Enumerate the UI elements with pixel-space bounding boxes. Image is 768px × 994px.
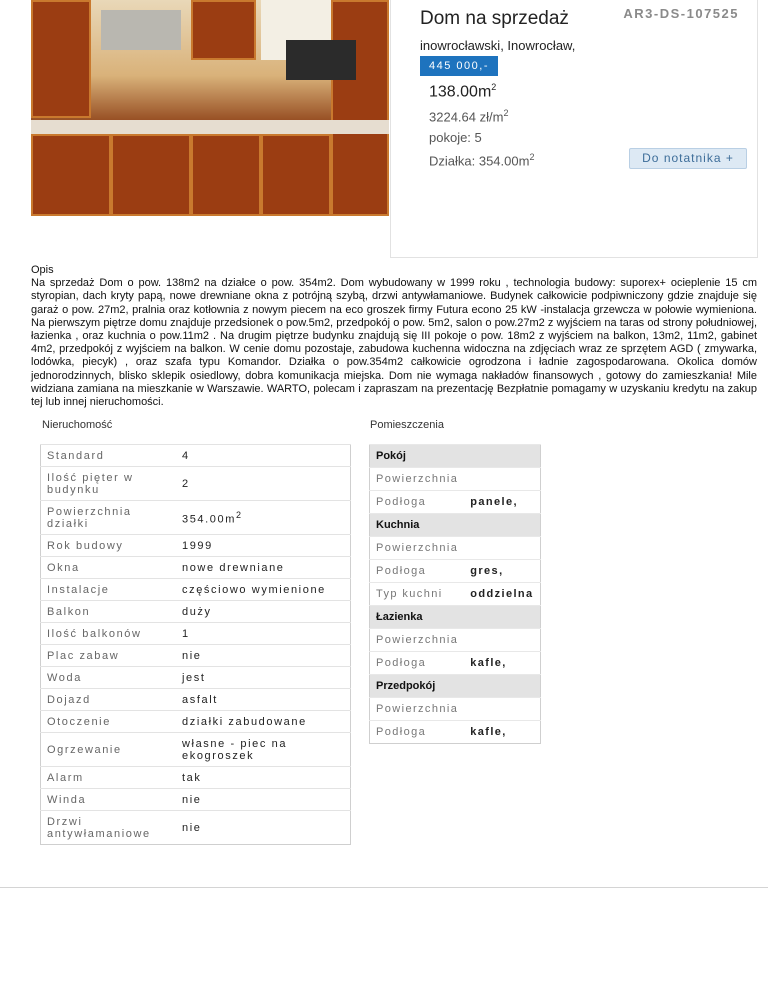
property-row (41, 689, 351, 711)
plot-area-value: Działka: 354.00m (429, 153, 530, 169)
photo-cabinet (31, 134, 111, 216)
property-row (41, 623, 351, 645)
property-value (176, 767, 351, 789)
property-key: Rok budowy (41, 535, 177, 557)
rooms-table (369, 444, 541, 744)
room-attr-key: Podłoga (370, 721, 465, 744)
room-name: Przedpokój (370, 675, 541, 698)
property-key: Alarm (41, 767, 177, 789)
room-attr-row (370, 560, 541, 583)
property-value-text: nie (182, 649, 202, 662)
listing-photo[interactable] (31, 0, 389, 216)
property-key: Okna (41, 557, 177, 579)
room-attr-value: gres, (464, 560, 540, 583)
property-value-text: częściowo wymienione (182, 583, 326, 596)
property-row (41, 557, 351, 579)
property-value (176, 467, 351, 501)
room-name: Łazienka (370, 606, 541, 629)
photo-cabinet (331, 0, 389, 216)
price-per-m2-sup: 2 (503, 108, 509, 118)
listing-title: Dom na sprzedaż (420, 8, 569, 29)
property-value (176, 711, 351, 733)
property-key: Drzwi antywłamaniowe (41, 811, 177, 845)
listing-location: inowrocławski, Inowrocław, (420, 38, 576, 53)
photo-counter (31, 120, 389, 134)
photo-cabinet (111, 134, 191, 216)
property-value (176, 645, 351, 667)
room-attr-row (370, 583, 541, 606)
plot-area-sup: 2 (529, 152, 535, 162)
price-per-m2-value: 3224.64 zł/m (429, 109, 504, 125)
room-attr-value (464, 629, 540, 652)
property-key: Ilość pięter w budynku (41, 467, 177, 501)
property-value (176, 733, 351, 767)
property-row (41, 501, 351, 535)
property-value (176, 689, 351, 711)
area-value: 138.00m (429, 83, 492, 101)
listing-card (390, 0, 758, 258)
property-key: Plac zabaw (41, 645, 177, 667)
property-value-text: tak (182, 771, 202, 784)
description-heading: Opis (31, 264, 54, 276)
room-attr-value (464, 698, 540, 721)
property-value (176, 445, 351, 467)
property-value-text: duży (182, 605, 212, 618)
property-row (41, 733, 351, 767)
property-value-text: własne - piec na ekogroszek (182, 737, 288, 762)
property-value (176, 501, 351, 535)
property-key: Standard (41, 445, 177, 467)
room-attr-key: Podłoga (370, 560, 465, 583)
property-key: Dojazd (41, 689, 177, 711)
room-header-row (370, 606, 541, 629)
property-row (41, 467, 351, 501)
room-attr-row (370, 698, 541, 721)
property-row (41, 601, 351, 623)
photo-hood (101, 10, 181, 50)
property-key: Winda (41, 789, 177, 811)
photo-cabinet (31, 0, 91, 118)
property-key: Ogrzewanie (41, 733, 177, 767)
property-value (176, 811, 351, 845)
room-attr-row (370, 721, 541, 744)
add-to-notebook-button[interactable]: Do notatnika + (629, 148, 747, 169)
room-attr-row (370, 629, 541, 652)
property-row (41, 711, 351, 733)
property-value (176, 579, 351, 601)
price-badge: 445 000,- (420, 56, 498, 76)
property-value-text: 2 (182, 477, 190, 490)
room-header-row (370, 675, 541, 698)
property-key: Balkon (41, 601, 177, 623)
property-section-label: Nieruchomość (42, 419, 113, 431)
property-row (41, 445, 351, 467)
room-attr-key: Powierzchnia (370, 537, 465, 560)
room-attr-value: panele, (464, 491, 540, 514)
property-value-text: 1 (182, 627, 190, 640)
property-key: Woda (41, 667, 177, 689)
photo-cabinet (191, 0, 256, 60)
room-attr-value (464, 468, 540, 491)
property-row (41, 667, 351, 689)
property-value-text: 1999 (182, 539, 213, 552)
property-value-text: nie (182, 793, 202, 806)
room-attr-row (370, 537, 541, 560)
property-value-text: działki zabudowane (182, 715, 307, 728)
photo-oven (286, 40, 356, 80)
property-value-sup: 2 (236, 510, 243, 521)
rooms-count: pokoje: 5 (429, 130, 482, 145)
room-name: Kuchnia (370, 514, 541, 537)
property-value (176, 667, 351, 689)
property-value-text: nowe drewniane (182, 561, 285, 574)
property-value-text: 354.00m (182, 513, 237, 526)
property-row (41, 535, 351, 557)
property-row (41, 579, 351, 601)
room-header-row (370, 445, 541, 468)
room-name: Pokój (370, 445, 541, 468)
footer-divider (0, 887, 768, 888)
room-attr-value: kafle, (464, 721, 540, 744)
listing-area (429, 82, 496, 101)
description-text: Na sprzedaż Dom o pow. 138m2 na działce o pow. 354m2. Dom wybudowany w 1999 roku , technologia budowy: suporex+ ocieplenie 15 cm styropian, dach kryty papą, nowe drewniane okna z potrójną szybą, drzwi antywłamaniowe. Budynek całkowicie podpiwniczony gdzie znajduje się garaż o pow. 27m2, pralnia oraz kotłownia z nowym piecem na eco groszek firmy Futura econo 25 kW -instalacja grzewcza w połowie wymieniona. Na pierwszym piętrze domu znajduje przedsionek o pow.5m2, przedpokój o pow. 5m2, salon o pow.27m2 z wyjściem na taras od strony południowej, łazienka , oraz kuchnia o pow.11m2 . Na drugim piętrze budynku znajdują się III pokoje o pow. 18m2 z wyjściem na balkon, 13m2, 11m2, gabinet 4m2, przedpokój z wyjściem na balkon. W cenie domu pozostaje, zabudowa kuchenna widoczna na zdjęciach wraz ze sprzętem AGD ( zmywarka, lodówka, piecyk) , oraz szafa typu Komandor. Działka o pow.354m2 całkowicie ogrodzona i ładnie zagospodarowana. Okolica domów jednorodzinnych, blisko sklepik osiedlowy, dobra komunikacja miejska. Dom nie wymaga nakładów finansowych , gotowy do zamieszkania! Mile widziana zamiana na mieszkanie w Warszawie. WARTO, polecam i zapraszam na prezentację Bezpłatnie pomagamy w uzyskaniu kredytu na zakup tej lub innej nieruchomości. (31, 277, 757, 409)
property-row (41, 811, 351, 845)
room-header-row (370, 514, 541, 537)
listing-ref: AR3-DS-107525 (623, 6, 739, 21)
room-attr-row (370, 468, 541, 491)
property-value-text: jest (182, 671, 206, 684)
room-attr-key: Powierzchnia (370, 698, 465, 721)
room-attr-value: oddzielna (464, 583, 540, 606)
property-row (41, 767, 351, 789)
room-attr-row (370, 491, 541, 514)
photo-cabinet (261, 134, 331, 216)
plot-area (429, 152, 534, 168)
room-attr-key: Podłoga (370, 652, 465, 675)
room-attr-key: Typ kuchni (370, 583, 465, 606)
property-key: Powierzchnia działki (41, 501, 177, 535)
room-attr-value: kafle, (464, 652, 540, 675)
property-row (41, 645, 351, 667)
property-value (176, 557, 351, 579)
price-per-m2 (429, 108, 508, 124)
property-key: Ilość balkonów (41, 623, 177, 645)
room-attr-key: Powierzchnia (370, 629, 465, 652)
property-value (176, 535, 351, 557)
area-unit-sup: 2 (491, 82, 497, 92)
room-attr-key: Powierzchnia (370, 468, 465, 491)
property-value (176, 623, 351, 645)
property-value-text: 4 (182, 449, 190, 462)
room-attr-row (370, 652, 541, 675)
description (31, 264, 757, 409)
rooms-section-label: Pomieszczenia (370, 419, 444, 431)
property-key: Otoczenie (41, 711, 177, 733)
property-table (40, 444, 351, 845)
photo-cabinet (191, 134, 261, 216)
property-key: Instalacje (41, 579, 177, 601)
property-value-text: asfalt (182, 693, 218, 706)
room-attr-value (464, 537, 540, 560)
room-attr-key: Podłoga (370, 491, 465, 514)
property-value (176, 789, 351, 811)
property-value (176, 601, 351, 623)
property-value-text: nie (182, 821, 202, 834)
property-row (41, 789, 351, 811)
